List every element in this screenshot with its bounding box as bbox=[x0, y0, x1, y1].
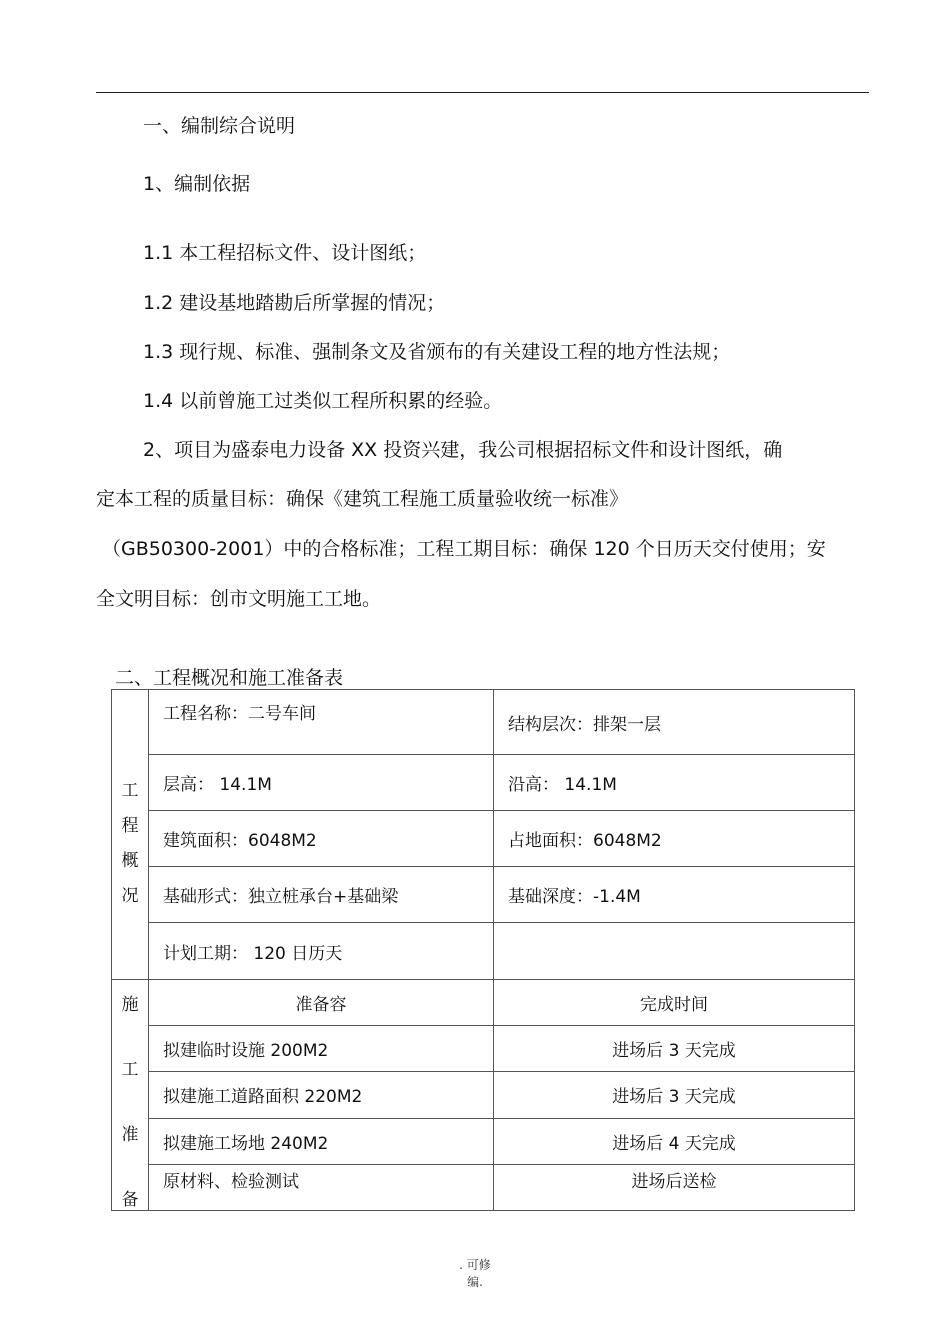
footer-line: . 可修 bbox=[459, 1258, 491, 1272]
table-cell: 原材料、检验测试 bbox=[149, 1164, 494, 1210]
basis-item: 1.2 建设基地踏勘后所掌握的情况； bbox=[143, 292, 446, 314]
table-cell: 沿高： 14.1M bbox=[494, 755, 855, 811]
table-row bbox=[112, 811, 855, 867]
prep-label-char: 施 bbox=[121, 995, 139, 1015]
table-cell: 拟建施工道路面积 220M2 bbox=[149, 1072, 494, 1118]
table-cell: 基础深度：-1.4M bbox=[494, 867, 855, 923]
table-cell: 建筑面积：6048M2 bbox=[149, 811, 494, 867]
table-header-cell: 完成时间 bbox=[494, 980, 855, 1026]
overview-label-char: 工 bbox=[121, 781, 139, 801]
basis-item: 1.3 现行规、标准、强制条文及省颁布的有关建设工程的地方性法规； bbox=[143, 341, 731, 363]
prep-label-char: 准 bbox=[121, 1125, 139, 1145]
prep-label-char: 备 bbox=[121, 1190, 139, 1210]
prep-label-char: 工 bbox=[121, 1060, 139, 1080]
section1-title: 一、编制综合说明 bbox=[143, 115, 296, 137]
basis-item: 1.4 以前曾施工过类似工程所积累的经验。 bbox=[143, 390, 503, 412]
table-row bbox=[112, 923, 855, 980]
section2-title: 二、工程概况和施工准备表 bbox=[115, 667, 344, 689]
table-header-cell: 准备容 bbox=[149, 980, 494, 1026]
table-cell: 进场后 4 天完成 bbox=[494, 1118, 855, 1164]
table-cell: 拟建临时设施 200M2 bbox=[149, 1026, 494, 1072]
table-cell: 进场后送检 bbox=[494, 1164, 855, 1210]
table-cell: 工程名称：二号车间 bbox=[149, 690, 494, 755]
table-cell: 进场后 3 天完成 bbox=[494, 1072, 855, 1118]
table-cell: 层高： 14.1M bbox=[149, 755, 494, 811]
paragraph-line: （GB50300-2001）中的合格标准；工程工期目标：确保 120 个日历天交付使用；安 bbox=[102, 538, 826, 560]
overview-label-cell bbox=[112, 690, 149, 980]
table-row bbox=[112, 1026, 855, 1072]
paragraph-line: 定本工程的质量目标：确保《建筑工程施工质量验收统一标准》 bbox=[96, 488, 629, 510]
sub-heading-basis: 1、编制依据 bbox=[143, 173, 251, 195]
table-row bbox=[112, 867, 855, 923]
paragraph-line: 2、项目为盛泰电力设备 XX 投资兴建，我公司根据招标文件和设计图纸，确 bbox=[143, 439, 783, 461]
table-cell: 进场后 3 天完成 bbox=[494, 1026, 855, 1072]
overview-prep-table bbox=[111, 689, 855, 1211]
footer-line: 编. bbox=[467, 1275, 483, 1289]
table-cell bbox=[494, 923, 855, 980]
table-cell: 拟建施工场地 240M2 bbox=[149, 1118, 494, 1164]
paragraph-line: 全文明目标：创市文明施工工地。 bbox=[96, 588, 382, 610]
prep-label-cell bbox=[112, 980, 149, 1211]
table-cell: 结构层次：排架一层 bbox=[494, 690, 855, 755]
table-cell: 基础形式：独立桩承台+基础梁 bbox=[149, 867, 494, 923]
overview-label-char: 况 bbox=[121, 886, 139, 906]
table-row bbox=[112, 1164, 855, 1210]
header-rule bbox=[96, 92, 869, 93]
basis-item: 1.1 本工程招标文件、设计图纸； bbox=[143, 242, 427, 264]
table-cell: 占地面积：6048M2 bbox=[494, 811, 855, 867]
table-row bbox=[112, 980, 855, 1026]
table-row bbox=[112, 1072, 855, 1118]
table-cell: 计划工期： 120 日历天 bbox=[149, 923, 494, 980]
overview-label-char: 程 bbox=[121, 816, 139, 836]
table-row bbox=[112, 1118, 855, 1164]
overview-label-char: 概 bbox=[121, 851, 139, 871]
table-row bbox=[112, 690, 855, 755]
table-row bbox=[112, 755, 855, 811]
